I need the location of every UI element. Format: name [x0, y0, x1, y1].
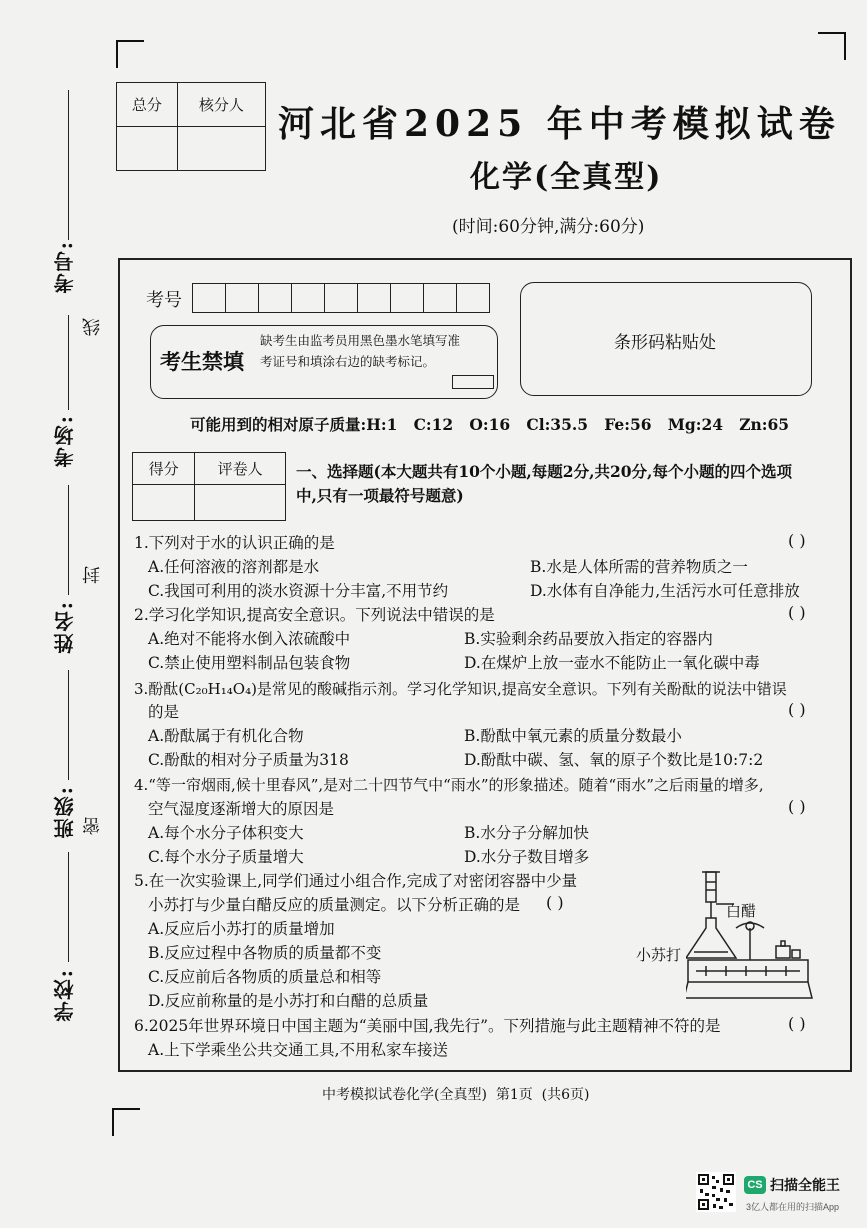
q6-option-a: A.上下学乘坐公共交通工具,不用私家车接送 [148, 1041, 449, 1059]
grader-cell[interactable] [195, 485, 286, 521]
answer-paren-q3[interactable]: ( ) [788, 700, 806, 719]
question-3-stem-line1: 3.酚酞(C₂₀H₁₄O₄)是常见的酸碱指示剂。学习化学知识,提高安全意识。下列有关酚酞的说法中错误 [134, 680, 787, 698]
q4-option-b: B.水分子分解加快 [464, 824, 589, 842]
total-score-header: 总分 [117, 83, 178, 127]
section-heading-line2: 中,只有一项最符号题意) [296, 486, 464, 505]
q1-option-a: A.任何溶液的溶剂都是水 [148, 558, 320, 576]
q5-option-c: C.反应前后各物质的质量总和相等 [148, 968, 382, 986]
atomic-masses: 可能用到的相对原子质量:H:1 C:12 O:16 Cl:35.5 Fe:56 Mg:24 Zn:65 [190, 415, 790, 434]
q1-option-b: B.水是人体所需的营养物质之一 [530, 558, 748, 576]
section-score-cell[interactable] [133, 485, 195, 521]
scanner-app-name: 扫描全能王 [770, 1177, 840, 1193]
q2-option-d: D.在煤炉上放一壶水不能防止一氧化碳中毒 [464, 654, 760, 672]
question-5-stem-line1: 5.在一次实验课上,同学们通过小组合作,完成了对密闭容器中少量 [134, 872, 578, 890]
exam-no-label: 考号 [146, 290, 182, 311]
checker-cell[interactable] [177, 127, 265, 171]
exam-subtitle: 化学(全真型) [470, 160, 663, 195]
q3-option-d: D.酚酞中碳、氢、氧的原子个数比是10:7:2 [464, 751, 764, 769]
question-6-stem: 6.2025年世界环境日中国主题为“美丽中国,我先行”。下列措施与此主题精神不符的是 [134, 1017, 721, 1035]
page-footer: 中考模拟试卷化学(全真型) 第1页 (共6页) [322, 1087, 590, 1103]
question-3-stem-line2: 的是 [148, 703, 180, 721]
q3-option-a: A.酚酞属于有机化合物 [148, 727, 304, 745]
corner-mark-bottom-left [112, 1108, 140, 1136]
balance-apparatus-illustration [686, 868, 816, 1004]
answer-paren-q4[interactable]: ( ) [788, 797, 806, 816]
checker-header: 核分人 [177, 83, 265, 127]
digit-box[interactable] [226, 283, 259, 313]
label-vinegar: 白醋 [726, 902, 757, 920]
binding-line [68, 315, 69, 410]
binding-char-sealed: 密 [82, 817, 103, 835]
answer-paren-q6[interactable]: ( ) [788, 1014, 806, 1033]
binding-line [68, 90, 69, 240]
side-label-exam-no: 考号: [53, 240, 77, 294]
barcode-label: 条形码粘贴处 [614, 333, 716, 353]
section-heading [296, 460, 792, 508]
side-label-class: 班级: [53, 785, 77, 839]
digit-box[interactable] [292, 283, 325, 313]
q3-option-c: C.酚酞的相对分子质量为318 [148, 751, 349, 769]
section-heading-line1: 一、选择题(本大题共有10个小题,每题2分,共20分,每个小题的四个选项 [296, 462, 792, 481]
binding-line [68, 852, 69, 962]
q1-option-d: D.水体有自净能力,生活污水可任意排放 [530, 582, 800, 600]
answer-paren-q5[interactable]: ( ) [546, 893, 564, 912]
side-label-exam-room: 考场: [53, 414, 77, 468]
digit-box[interactable] [358, 283, 391, 313]
exam-duration: (时间:60分钟,满分:60分) [452, 217, 645, 237]
digit-box[interactable] [192, 283, 226, 313]
question-2-stem: 2.学习化学知识,提高安全意识。下列说法中错误的是 [134, 606, 495, 624]
label-baking-soda: 小苏打 [636, 946, 682, 964]
q4-option-c: C.每个水分子质量增大 [148, 848, 304, 866]
corner-mark-top-left [116, 40, 144, 68]
scanner-logo: CS [744, 1176, 766, 1194]
q5-option-d: D.反应前称量的是小苏打和白醋的总质量 [148, 992, 429, 1010]
absent-label: 考生禁填 [160, 349, 244, 374]
binding-line [68, 670, 69, 780]
binding-char-line: 线 [82, 318, 103, 336]
q5-option-b: B.反应过程中各物质的质量都不变 [148, 944, 382, 962]
q4-option-d: D.水分子数目增多 [464, 848, 590, 866]
binding-line [68, 485, 69, 595]
total-score-table [116, 82, 266, 171]
section-score-table [132, 452, 286, 521]
binding-char-seal: 封 [82, 566, 103, 584]
answer-paren-q1[interactable]: ( ) [788, 531, 806, 550]
corner-mark-top-right [818, 32, 846, 60]
question-5-stem-line2: 小苏打与少量白醋反应的质量测定。以下分析正确的是 [148, 896, 521, 914]
q2-option-b: B.实验剩余药品要放入指定的容器内 [464, 630, 713, 648]
q2-option-a: A.绝对不能将水倒入浓硫酸中 [148, 630, 351, 648]
digit-box[interactable] [457, 283, 490, 313]
q3-option-b: B.酚酞中氧元素的质量分数最小 [464, 727, 682, 745]
q2-option-c: C.禁止使用塑料制品包装食物 [148, 654, 351, 672]
answer-paren-q2[interactable]: ( ) [788, 603, 806, 622]
absent-note: 缺考生由监考员用黑色墨水笔填写准考证号和填涂右边的缺考标记。 [260, 333, 461, 369]
q4-option-a: A.每个水分子体积变大 [148, 824, 304, 842]
section-score-header: 得分 [133, 453, 195, 485]
exam-no-boxes[interactable] [192, 283, 490, 313]
q1-option-c: C.我国可利用的淡水资源十分丰富,不用节约 [148, 582, 449, 600]
absent-mark-box[interactable] [452, 375, 494, 389]
question-4-stem-line1: 4.“等一帘烟雨,候十里春风”,是对二十四节气中“雨水”的形象描述。随着“雨水”之后雨量的增多, [134, 776, 764, 794]
question-1-stem: 1.下列对于水的认识正确的是 [134, 534, 335, 552]
digit-box[interactable] [424, 283, 457, 313]
digit-box[interactable] [391, 283, 424, 313]
total-score-cell[interactable] [117, 127, 178, 171]
qr-code-icon [696, 1172, 736, 1212]
side-label-school: 学校: [53, 968, 77, 1022]
grader-header: 评卷人 [195, 453, 286, 485]
digit-box[interactable] [259, 283, 292, 313]
side-label-name: 姓名: [53, 600, 77, 654]
question-4-stem-line2: 空气湿度逐渐增大的原因是 [148, 800, 335, 818]
exam-title: 河北省2025 年中考模拟试卷 [278, 103, 841, 145]
q5-option-a: A.反应后小苏打的质量增加 [148, 920, 335, 938]
digit-box[interactable] [325, 283, 358, 313]
scanner-tagline: 3亿人都在用的扫描App [746, 1202, 840, 1212]
